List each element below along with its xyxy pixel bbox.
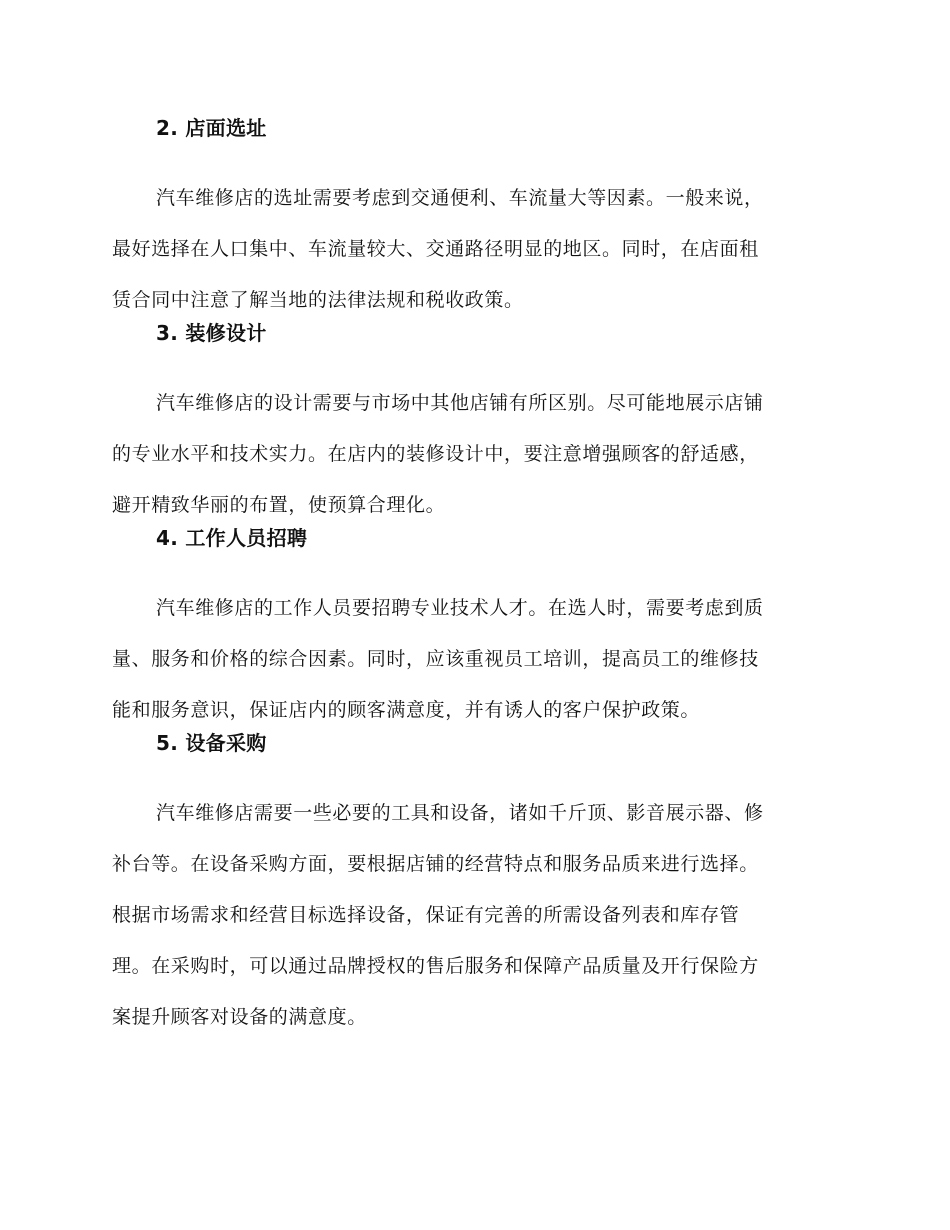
section-heading: 3. 装修设计 — [156, 321, 267, 345]
paragraph-line: 避开精致华丽的布置，使预算合理化。 — [112, 494, 446, 516]
paragraph-line: 汽车维修店需要一些必要的工具和设备，诸如千斤顶、影音展示器、修 — [156, 802, 764, 824]
paragraph-line: 汽车维修店的工作人员要招聘专业技术人才。在选人时，需要考虑到质 — [156, 597, 764, 619]
paragraph-line: 根据市场需求和经营目标选择设备，保证有完善的所需设备列表和库存管 — [112, 904, 740, 926]
section-paragraph — [112, 583, 832, 736]
section-staff-recruitment — [112, 524, 832, 736]
paragraph-line: 的专业水平和技术实力。在店内的装修设计中，要注意增强顾客的舒适感， — [112, 443, 759, 465]
paragraph-line: 补台等。在设备采购方面，要根据店铺的经营特点和服务品质来进行选择。 — [112, 853, 759, 875]
section-paragraph — [112, 173, 832, 326]
section-interior-design — [112, 319, 832, 531]
section-paragraph — [112, 378, 832, 531]
section-heading: 5. 设备采购 — [156, 731, 267, 755]
paragraph-line: 赁合同中注意了解当地的法律法规和税收政策。 — [112, 289, 524, 311]
paragraph-line: 能和服务意识，保证店内的顾客满意度，并有诱人的客户保护政策。 — [112, 699, 701, 721]
paragraph-line: 量、服务和价格的综合因素。同时，应该重视员工培训，提高员工的维修技 — [112, 648, 759, 670]
paragraph-line: 案提升顾客对设备的满意度。 — [112, 1006, 367, 1028]
paragraph-line: 汽车维修店的选址需要考虑到交通便利、车流量大等因素。一般来说， — [156, 187, 764, 209]
paragraph-line: 理。在采购时，可以通过品牌授权的售后服务和保障产品质量及开行保险方 — [112, 955, 759, 977]
paragraph-line: 汽车维修店的设计需要与市场中其他店铺有所区别。尽可能地展示店铺 — [156, 392, 764, 414]
section-heading: 2. 店面选址 — [156, 116, 267, 140]
section-heading: 4. 工作人员招聘 — [156, 526, 308, 550]
section-equipment-purchase — [112, 729, 832, 1043]
section-storefront-location — [112, 114, 832, 326]
paragraph-line: 最好选择在人口集中、车流量较大、交通路径明显的地区。同时，在店面租 — [112, 238, 759, 260]
section-paragraph — [112, 788, 832, 1043]
